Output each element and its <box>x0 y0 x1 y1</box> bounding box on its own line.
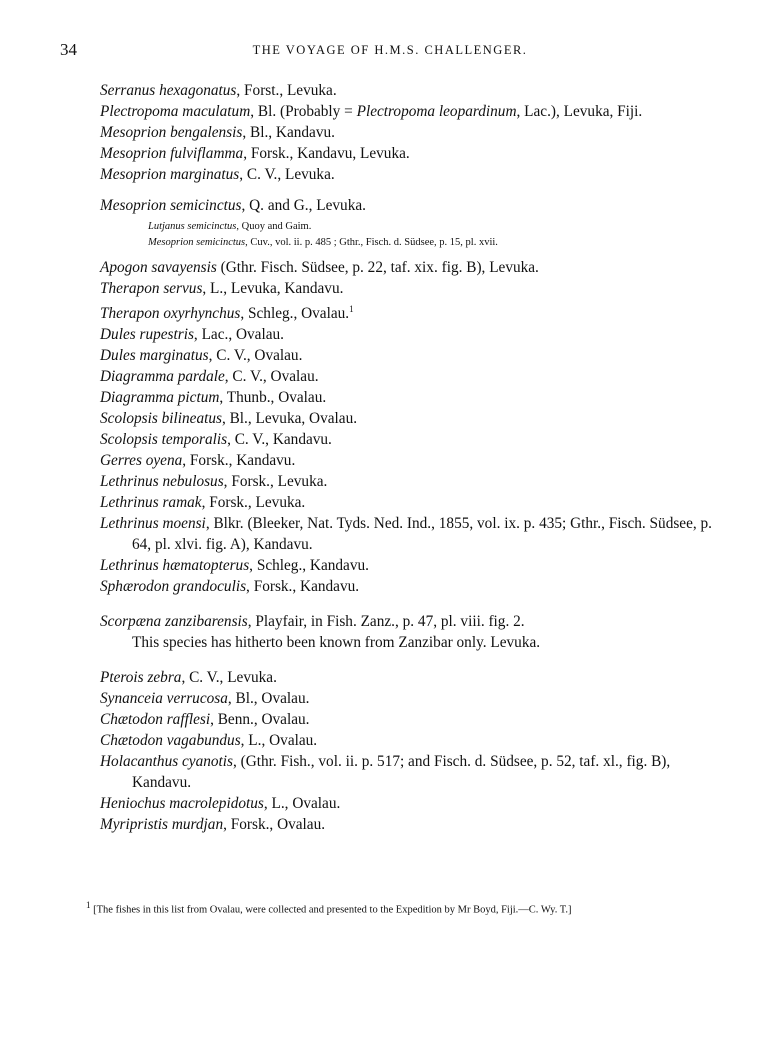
species-entry <box>100 387 720 408</box>
species-entry <box>100 257 720 278</box>
species-details: , Forsk., Levuka. <box>201 494 306 512</box>
species-name: Myripristis murdjan <box>100 816 224 834</box>
species-entry <box>100 688 720 709</box>
species-name: Therapon servus <box>100 280 203 297</box>
species-details: , Lac., Ovalau. <box>193 326 284 344</box>
species-name: Lethrinus hæmatopterus <box>100 557 250 575</box>
species-entry <box>100 195 720 216</box>
species-entry <box>100 408 720 429</box>
species-details: , C. V., Ovalau. <box>224 368 319 386</box>
species-name: Gerres oyena <box>100 452 183 470</box>
species-entry <box>100 730 720 751</box>
species-entry <box>100 471 720 492</box>
species-name: Diagramma pictum <box>100 389 220 407</box>
species-name: Mesoprion semicinctus <box>100 197 242 214</box>
species-name: Serranus hexagonatus <box>100 82 237 99</box>
species-note: This species has hitherto been known from Zanzibar only. Levuka. <box>132 634 541 652</box>
species-details: , Bl., Kandavu. <box>242 124 335 141</box>
footnote-ref: 1 <box>349 304 354 314</box>
species-name: Scorpæna zanzibarensis <box>100 613 248 631</box>
species-name-alt: Plectropoma leopardinum <box>356 103 517 120</box>
species-details: , L., Levuka, Kandavu. <box>202 280 344 297</box>
species-details: , Bl., Ovalau. <box>227 690 310 708</box>
species-entry <box>100 345 720 366</box>
synonym-details: , Quoy and Gaim. <box>236 221 312 232</box>
species-details: , Bl. (Probably = <box>250 103 357 120</box>
species-name: Scolopsis temporalis <box>100 431 228 449</box>
species-name: Chætodon rafflesi <box>100 711 211 729</box>
species-entry <box>100 667 720 688</box>
species-list <box>100 80 720 835</box>
species-details: , Forst., Levuka. <box>236 82 337 99</box>
species-entry <box>100 164 720 185</box>
species-entry <box>100 299 720 324</box>
species-entry <box>100 555 720 576</box>
synonym-line <box>100 235 720 251</box>
species-name: Chætodon vagabundus <box>100 732 241 750</box>
synonym-line <box>100 219 720 235</box>
page-header <box>60 40 720 64</box>
species-entry <box>100 492 720 513</box>
species-entry <box>100 814 720 835</box>
species-details: , Schleg., Kandavu. <box>249 557 369 575</box>
species-name: Apogon savayensis <box>100 259 217 276</box>
species-entry <box>100 751 720 793</box>
species-details: , Blkr. (Bleeker, Nat. Tyds. Ned. Ind., 1855, vol. ix. p. 435; Gthr., Fisch. Südsee, p. 64, pl. xlvi. fig. A), Kandavu. <box>132 515 713 554</box>
species-entry <box>100 513 720 555</box>
species-name: Synanceia verrucosa <box>100 690 228 708</box>
species-details: , Forsk., Ovalau. <box>223 816 326 834</box>
species-name: Lethrinus moensi <box>100 515 206 533</box>
species-name: Scolopsis bilineatus <box>100 410 222 428</box>
species-name: Heniochus macrolepidotus <box>100 795 264 813</box>
species-name: Diagramma pardale <box>100 368 225 386</box>
species-name: Mesoprion bengalensis <box>100 124 243 141</box>
species-entry <box>100 122 720 143</box>
species-details: , L., Ovalau. <box>263 795 341 813</box>
species-details: (Gthr. Fisch. Südsee, p. 22, taf. xix. fig. B), Levuka. <box>216 259 539 276</box>
species-details: , Lac.), Levuka, Fiji. <box>516 103 643 120</box>
species-details: , C. V., Levuka. <box>181 669 277 687</box>
species-entry <box>100 278 720 299</box>
species-entry <box>100 709 720 730</box>
species-details: , Forsk., Kandavu. <box>182 452 296 470</box>
species-details: , Thunb., Ovalau. <box>219 389 327 407</box>
species-details: , L., Ovalau. <box>240 732 318 750</box>
species-entry <box>100 143 720 164</box>
species-details: , Playfair, in Fish. Zanz., p. 47, pl. viii. fig. 2. <box>247 613 525 631</box>
species-name: Holacanthus cyanotis <box>100 753 233 771</box>
species-name: Pterois zebra <box>100 669 182 687</box>
species-details: , C. V., Levuka. <box>239 166 335 183</box>
species-name: Plectropoma maculatum <box>100 103 251 120</box>
footnote <box>86 898 726 918</box>
species-entry <box>100 366 720 387</box>
species-details: , Schleg., Ovalau. <box>240 305 350 323</box>
species-details: , Forsk., Kandavu, Levuka. <box>243 145 410 162</box>
synonym-name: Lutjanus semicinctus <box>148 221 237 232</box>
species-entry <box>100 576 720 597</box>
footnote-text: [The fishes in this list from Ovalau, were collected and presented to the Expedition by Mr Boyd, Fiji.—C. Wy. T.] <box>93 904 572 916</box>
page-number: 34 <box>60 40 77 59</box>
footnote-marker: 1 <box>86 900 91 910</box>
synonym-details: , Cuv., vol. ii. p. 485 ; Gthr., Fisch. d. Südsee, p. 15, pl. xvii. <box>245 237 498 248</box>
species-details: , C. V., Ovalau. <box>208 347 303 365</box>
species-name: Therapon oxyrhynchus <box>100 305 241 323</box>
species-name: Lethrinus nebulosus <box>100 473 224 491</box>
species-name: Sphærodon grandoculis <box>100 578 247 596</box>
species-entry <box>100 793 720 814</box>
species-entry <box>100 429 720 450</box>
species-entry <box>100 324 720 345</box>
species-name: Dules marginatus <box>100 347 209 365</box>
species-name: Mesoprion fulviflamma <box>100 145 244 162</box>
species-details: , Bl., Levuka, Ovalau. <box>221 410 358 428</box>
running-title: THE VOYAGE OF H.M.S. CHALLENGER. <box>252 43 528 57</box>
species-entry <box>100 101 720 122</box>
species-name: Dules rupestris <box>100 326 194 344</box>
species-details: , Forsk., Levuka. <box>223 473 328 491</box>
species-name: Lethrinus ramak <box>100 494 202 512</box>
species-details: , C. V., Kandavu. <box>227 431 332 449</box>
species-entry <box>100 611 720 632</box>
species-entry <box>100 80 720 101</box>
synonym-name: Mesoprion semicinctus <box>148 237 246 248</box>
species-details: , (Gthr. Fish., vol. ii. p. 517; and Fisch. d. Südsee, p. 52, taf. xl., fig. B), Kandavu. <box>132 753 671 792</box>
species-name: Mesoprion marginatus <box>100 166 240 183</box>
species-details: , Q. and G., Levuka. <box>241 197 366 214</box>
species-entry <box>100 450 720 471</box>
species-details: , Forsk., Kandavu. <box>246 578 360 596</box>
species-details: , Benn., Ovalau. <box>210 711 310 729</box>
